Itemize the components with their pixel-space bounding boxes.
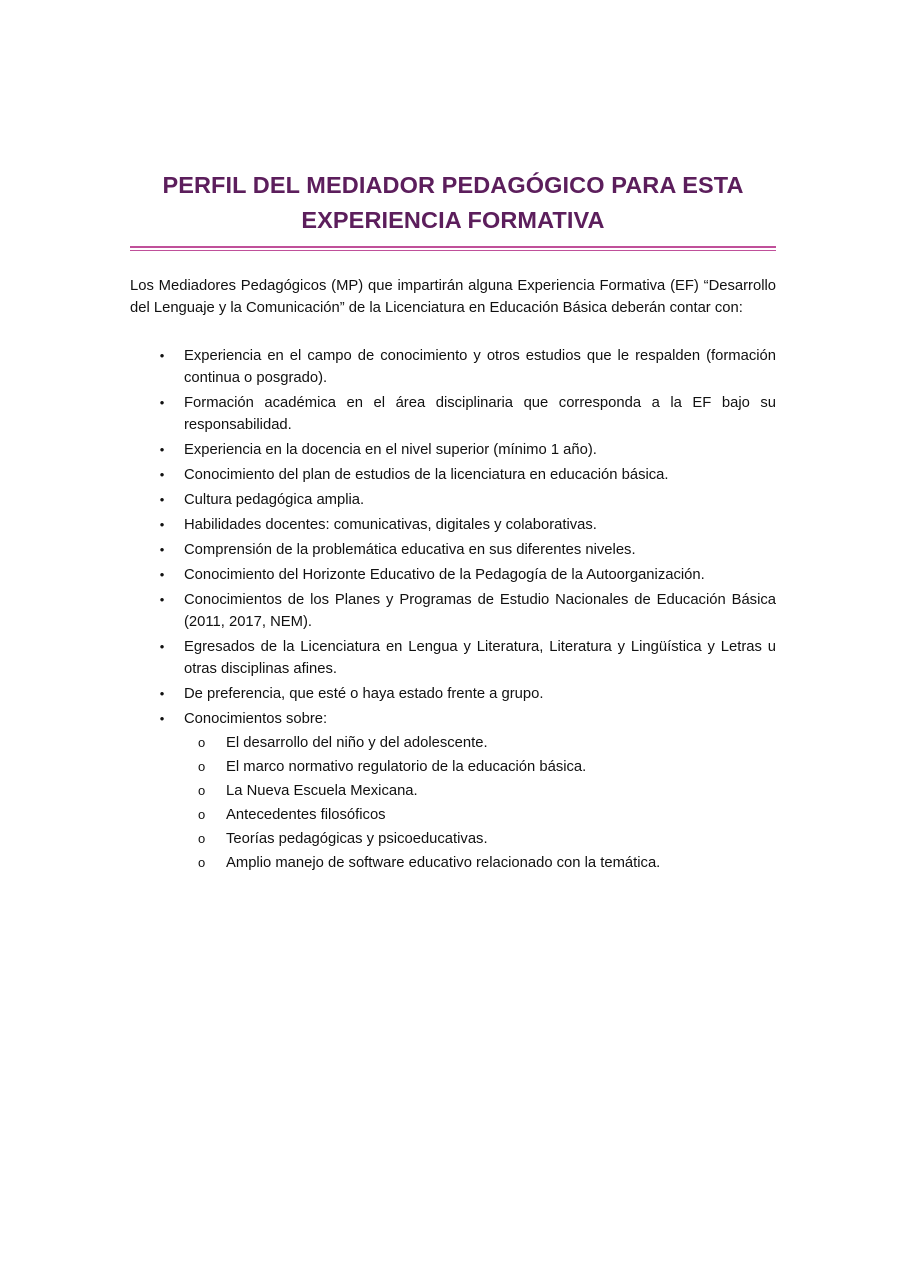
list-item	[130, 514, 776, 536]
document-page	[130, 168, 776, 877]
page-title-line-2: EXPERIENCIA FORMATIVA	[301, 207, 605, 233]
list-item-text: Conocimientos sobre:	[184, 711, 328, 727]
circle-bullet-icon: o	[198, 855, 206, 870]
page-title-line-1: PERFIL DEL MEDIADOR PEDAGÓGICO PARA ESTA	[162, 172, 744, 198]
sublist-item-text: El marco normativo regulatorio de la educación básica.	[226, 759, 587, 775]
sublist-item-text: Amplio manejo de software educativo relacionado con la temática.	[226, 855, 661, 871]
list-item-text: Comprensión de la problemática educativa en sus diferentes niveles.	[184, 542, 636, 558]
page-title	[130, 168, 776, 238]
sublist-item	[184, 732, 776, 754]
sublist-item-text: La Nueva Escuela Mexicana.	[226, 783, 418, 799]
title-divider	[130, 246, 776, 251]
sublist-item	[184, 852, 776, 874]
sublist-item	[184, 828, 776, 850]
bullet-icon: •	[159, 517, 165, 532]
bullet-icon: •	[159, 567, 165, 582]
list-item-text: Experiencia en la docencia en el nivel superior (mínimo 1 año).	[184, 442, 597, 458]
list-item	[130, 564, 776, 586]
bullet-icon: •	[159, 686, 165, 701]
sublist-item	[184, 756, 776, 778]
list-item-text: Experiencia en el campo de conocimiento y otros estudios que le respalden (formación continua o posgrado).	[184, 348, 776, 386]
list-item-text: Conocimientos de los Planes y Programas de Estudio Nacionales de Educación Básica (2011, 2017, NEM).	[184, 592, 776, 630]
bullet-icon: •	[159, 639, 165, 654]
requirements-list	[130, 345, 776, 874]
list-item	[130, 392, 776, 436]
circle-bullet-icon: o	[198, 831, 206, 846]
bullet-icon: •	[159, 442, 165, 457]
list-item-text: Formación académica en el área disciplinaria que corresponda a la EF bajo su responsabilidad.	[184, 395, 776, 433]
bullet-icon: •	[159, 395, 165, 410]
circle-bullet-icon: o	[198, 783, 206, 798]
list-item	[130, 589, 776, 633]
sublist-item-text: Teorías pedagógicas y psicoeducativas.	[226, 831, 488, 847]
bullet-icon: •	[159, 348, 165, 363]
list-item	[130, 464, 776, 486]
circle-bullet-icon: o	[198, 807, 206, 822]
sublist-item-text: Antecedentes filosóficos	[226, 807, 386, 823]
list-item	[130, 539, 776, 561]
knowledge-sublist	[184, 732, 776, 874]
bullet-icon: •	[159, 492, 165, 507]
list-item	[130, 489, 776, 511]
list-item-text: Conocimiento del Horizonte Educativo de la Pedagogía de la Autoorganización.	[184, 567, 705, 583]
sublist-item-text: El desarrollo del niño y del adolescente.	[226, 735, 488, 751]
list-item-knowledge	[130, 708, 776, 874]
intro-paragraph: Los Mediadores Pedagógicos (MP) que impartirán alguna Experiencia Formativa (EF) “Desarrollo del Lenguaje y la Comunicación” de la Licenciatura en Educación Básica deberán contar con:	[130, 278, 776, 316]
list-item	[130, 636, 776, 680]
bullet-icon: •	[159, 711, 165, 726]
list-item-text: De preferencia, que esté o haya estado frente a grupo.	[184, 686, 544, 702]
list-item	[130, 683, 776, 705]
circle-bullet-icon: o	[198, 735, 206, 750]
bullet-icon: •	[159, 542, 165, 557]
list-item-text: Egresados de la Licenciatura en Lengua y Literatura, Literatura y Lingüística y Letras u otras disciplinas afines.	[184, 639, 776, 677]
list-item-text: Habilidades docentes: comunicativas, digitales y colaborativas.	[184, 517, 597, 533]
list-item	[130, 439, 776, 461]
bullet-icon: •	[159, 592, 165, 607]
list-item-text: Cultura pedagógica amplia.	[184, 492, 365, 508]
sublist-item	[184, 780, 776, 802]
bullet-icon: •	[159, 467, 165, 482]
sublist-item	[184, 804, 776, 826]
list-item-text: Conocimiento del plan de estudios de la licenciatura en educación básica.	[184, 467, 669, 483]
circle-bullet-icon: o	[198, 759, 206, 774]
list-item	[130, 345, 776, 389]
